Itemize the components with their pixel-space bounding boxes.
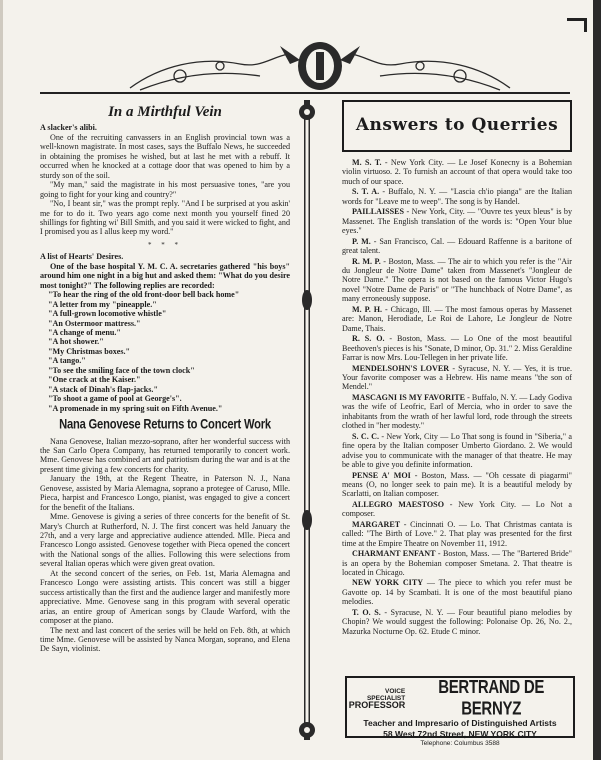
answer-text: - San Francisco, Cal. — Edouard Raffenne is a baritone of great talent. — [342, 236, 572, 256]
slacker-paragraph: One of the recruiting canvassers in an English provincial town was a well-known magistrate. In most cases, says the Buffalo News, he succeeded in obtaining the promises he wished, but at last he met with a rebuff. It occurred when he knocked at a cottage door that was opened to him by a sturdy son of the soil. — [40, 132, 290, 180]
answer-recipient: T. O. S. — [352, 607, 381, 617]
scan-edge-left — [0, 0, 3, 760]
answer-text: - Cincinnati O. — Lo. That Christmas cantata is called: "The Birth of Love." 2. That play was presented for the first time at the Empire Theatre on November 11, 1912. — [342, 519, 573, 548]
advertisement-box — [345, 676, 575, 747]
answer-item — [342, 578, 572, 606]
answer-item — [342, 520, 572, 548]
desires-intro: One of the base hospital Y. M. C. A. secretaries gathered "his boys" around him one night in a big hut and asked them: "What do you desire most tonight?" The following replies are recorded: — [40, 261, 290, 290]
answer-text: - Syracuse, N. Y. — Yes, it is true. Your favorite composer was a Hebrew. His name means "the son of Mendel." — [342, 363, 572, 392]
nana-paragraph: The next and last concert of the series will be held on Feb. 8th, at which time Mme. Genovese will be assisted by Nanca Morgan, soprano, and Elena De Sayn, violinist. — [40, 625, 290, 654]
desire-item: "To shoot a game of pool at George's". — [48, 394, 182, 404]
answer-recipient: CHARMANT ENFANT — [352, 549, 436, 559]
scan-edge-right — [593, 0, 601, 760]
answer-text: - New York, City — Lo That song is found in "Siberia," a fine opera by the Italian composer Umberto Giordano. 2. We would advise you to communicate with the manager of that theatre. He may be able to give you definite information. — [342, 431, 572, 470]
nana-paragraph: January the 19th, at the Regent Theatre, in Paterson N. J., Nana Genovese, assisted by Maria Alemagna, soprano a protegee of Caruso, Mlle. Pieca, harpist and Francesco Longo, pianist, was engaged to give a concert for the benefit of the Italians. — [40, 474, 290, 512]
answer-text: - Buffalo, N. Y. — "Lascia ch'io pianga" are the Italian words for "Leave me to weep". The song is by Handel. — [342, 187, 572, 206]
answer-recipient: P. M. — [352, 236, 371, 246]
answer-item — [342, 432, 572, 470]
section-heading-mirthful: In a Mirthful Vein — [108, 104, 222, 120]
desire-item: "A hot shower." — [48, 337, 104, 347]
answer-item — [342, 471, 572, 499]
answer-text: - Syracuse, N. Y. — Four beautiful piano melodies by Chopin? We would suggest the following: Polonaise Op. 26, No. 2., Mazurka Nocturne Op. 62. Etude C minor. — [342, 607, 572, 636]
nana-paragraph: At the second concert of the series, on Feb. 1st, Maria Alemagna and Francesco Longo were assisting artists. This concert was still a bigger success artistically than the first and the audience larger and manifestly more appreciative. Mme. Genovese sang in this program with several operatic arias, an entire group of American songs by Claude Warford, with the composer at the piano. — [40, 568, 290, 626]
desire-item: "A change of menu." — [48, 327, 121, 337]
nana-paragraph: Nana Genovese, Italian mezzo-soprano, after her wonderful success with the San Carlo Opera Company, has returned temporarily to concert work. Mme. Genovese has combined art and patriotism during the war and is at the present time giving a few concerts for charity. — [40, 436, 290, 474]
desire-item: "To see the smiling face of the town clock" — [48, 365, 195, 375]
desires-list — [40, 290, 290, 413]
ad-professor: PROFESSOR — [348, 699, 406, 710]
answer-text: - New York City. — Le Josef Konecny is a Bohemian violin virtuoso. 2. To furnish an account of that opera would take too much of our space. — [342, 158, 572, 186]
answer-recipient: MENDELSOHN'S LOVER — [352, 363, 450, 373]
answer-recipient: M. P. H. — [352, 304, 383, 314]
answers-list — [342, 158, 572, 636]
answer-item — [342, 305, 572, 333]
answer-recipient: PENSE A' MOI — [352, 470, 411, 480]
desire-item: "To hear the ring of the old front-door bell back home" — [48, 290, 240, 300]
answer-text: - Boston, Mass. — "Oh cessate di piagarmi" means (O, no longer seek to pain me). It is a beautiful melody by Scarlatti, on Italian composer. — [342, 470, 572, 499]
header-rule — [40, 92, 570, 94]
answer-recipient: S. C. C. — [352, 431, 379, 441]
desire-item: "My Christmas boxes." — [48, 346, 131, 356]
slacker-paragraph: "No, I beant sir," was the prompt reply. "And I be surprised at you askin' me for to do it. Two years ago come next month you yourself fined 20 shillings for fighting wi' Bill Smith, and you said it were wicked to fight, and I promised you as I allus keep my word." — [40, 199, 290, 237]
ad-address: 58 West 72nd Street, NEW YORK CITY — [383, 729, 537, 739]
answer-recipient: S. T. A. — [352, 187, 380, 197]
ad-telephone: Telephone: Columbus 3588 — [420, 740, 500, 747]
answer-item — [342, 237, 572, 256]
answer-item — [342, 158, 572, 186]
answer-item — [342, 500, 572, 519]
ad-name: BERTRAND DE BERNYZ — [438, 676, 545, 720]
answer-recipient: NEW YORK CITY — [352, 578, 424, 588]
corner-mark-vertical — [584, 18, 587, 32]
answer-recipient: MARGARET — [352, 519, 401, 529]
desire-item: "A stack of Dinah's flap-jacks." — [48, 384, 158, 394]
nana-paragraph: Mme. Genovese is giving a series of three concerts for the benefit of St. Mary's Church at Rutherford, N. J. The first concert was held January the 27th, and a very large and appreciative audience attended. Mlle. Pieca and Francesco Longo assisted. Genovese together with Pieca opened the concert with the National songs of the allies. Following this were selections from several Italian operas which were given great ovation. — [40, 512, 290, 569]
answers-heading-box — [342, 100, 572, 152]
answer-item — [342, 257, 572, 304]
answer-recipient: MASCAGNI IS MY FAVORITE — [352, 392, 466, 402]
ad-voice-specialist: VOICE SPECIALIST — [366, 687, 406, 702]
answer-text: - Buffalo, N. Y. — Lady Godiva was the wife of Leofric, Earl of Mercia, who in order to save the inhabitants from the wrath of her lawful lord, rode through the streets clothed in "her modesty." — [342, 392, 572, 431]
answer-text: - Boston, Mass. — The air to which you refer is the "Air du Jongleur de Notre Dame" taken from Massenet's "Jongleur de Notre Dame." The opera is not based on the famous Victor Hugo's novel "Notre Dame de Paris" or "The hunchback of Notre Dame", as many erroneously suppose. — [342, 256, 573, 304]
answer-recipient: R. S. O. — [352, 334, 385, 344]
answer-recipient: R. M. P. — [352, 256, 381, 266]
answer-item — [342, 334, 572, 362]
desire-item: "One crack at the Kaiser." — [48, 375, 141, 385]
answer-recipient: ALLEGRO MAESTOSO — [352, 499, 444, 509]
section-separator: * * * — [148, 240, 182, 249]
desire-item: "A promenade in my spring suit on Fifth Avenue." — [48, 403, 223, 413]
right-column — [342, 100, 572, 637]
desire-item: "An Ostermoor mattress." — [48, 318, 141, 328]
answer-text: - Boston, Mass. — Lo One of the most beautiful Beethoven's pieces is his "Sonate, D minor, Op. 31." 2. Miss Geraldine Farrar is now Mrs. Lou-Tellegen in her private life. — [342, 334, 572, 363]
ad-tagline: Teacher and Impresario of Distinguished Artists — [363, 718, 557, 728]
answer-recipient: M. S. T. — [352, 158, 382, 167]
slacker-paragraph: "My man," said the magistrate in his most persuasive tones, "are you going to fight for your king and country?" — [40, 180, 290, 199]
answer-text: - New York, City. — "Ouvre tes yeux bleus" is by Massenet. The English translation of the words is: "Open Your blue eyes." — [342, 207, 572, 236]
answer-text: - Chicago, Ill. — The most famous operas by Massenet are: Manon, Herodiade, Le Roi de Lahore, Le Jongleur de Notre Dame, Thais. — [342, 304, 572, 333]
answer-text: - Boston, Mass. — The "Bartered Bride" is an opera by the Bohemian composer Smetana. 2. That theatre is located in Chicago. — [342, 549, 572, 578]
answer-item — [342, 549, 572, 577]
answer-item — [342, 393, 572, 431]
desire-item: "A letter from my "pineapple." — [48, 299, 157, 309]
answer-item — [342, 187, 572, 206]
desire-item: "A full-grown locomotive whistle" — [48, 309, 167, 319]
desire-item: "A tango." — [48, 356, 86, 366]
left-column — [40, 104, 290, 654]
answers-heading: Answers to Querries — [355, 115, 559, 136]
answer-item — [342, 207, 572, 235]
answer-text: — The piece to which you refer must be Gavotte op. 14 by Scambati. It is one of the most beautiful piano melodies. — [342, 578, 572, 607]
answer-text: - New York City. — Lo Not a composer. — [342, 499, 572, 519]
header-ornament — [120, 36, 520, 96]
answer-item — [342, 364, 572, 392]
column-divider-ornament — [295, 100, 319, 740]
article-title-slacker: A slacker's alibi. — [40, 123, 97, 133]
answer-recipient: PAILLAISSES — [352, 207, 405, 217]
article-heading-nana: Nana Genovese Returns to Concert Work — [59, 417, 271, 433]
article-title-desires: A list of Hearts' Desires. — [40, 252, 124, 262]
answer-item — [342, 608, 572, 636]
